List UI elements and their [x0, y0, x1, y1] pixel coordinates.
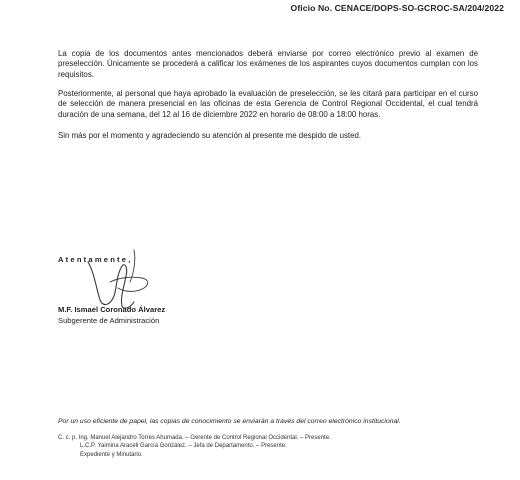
- paragraph-selection-course: [58, 89, 478, 120]
- paragraph-farewell: [58, 131, 478, 141]
- cc-line: C. c. p. Ing. Manuel Alejandro Torres Ahumada. – Gerente de Control Regional Occidental. – Presente.: [58, 435, 331, 441]
- oficio-number: Oficio No. CENACE/DOPS-SO-GCROC-SA/204/2022: [290, 3, 504, 13]
- signer-name: M.F. Ismael Coronado Álvarez: [58, 305, 166, 314]
- signer-title: Subgerente de Administración: [58, 316, 160, 325]
- cc-line: L.C.P. Yaimina Araceli García González. – Jefa de Departamento. – Presente.: [80, 443, 287, 450]
- paragraph-text: Posteriormente, al personal que haya aprobado la evaluación de preselección, se les citará para participar en el curso de selección de manera presencial en las oficinas de esta Gerencia de Control Regional Occidental, el cual tendrá duración de una semana, del 12 al 16 de diciembre 2022 en horario de 08:00 a 18:00 horas.: [58, 89, 478, 119]
- paragraph-text: Sin más por el momento y agradeciendo su atención al presente me despido de usted.: [58, 131, 362, 140]
- paragraph-documents: [58, 49, 478, 80]
- paper-usage-note: Por un uso eficiente de papel, las copias de conocimiento se enviarán a través del correo electrónico institucional.: [58, 418, 401, 425]
- carbon-copy-list: [58, 434, 331, 459]
- paragraph-text: La copia de los documentos antes mencionados deberá enviarse por correo electrónico previo al examen de preselección. Únicamente se procederá a calificar los exámenes de los aspirantes cuyos documentos cumplan con los requisitos.: [58, 49, 478, 79]
- cc-line: Expediente y Minutario.: [80, 451, 143, 458]
- closing-salutation: Atentamente,: [58, 255, 133, 264]
